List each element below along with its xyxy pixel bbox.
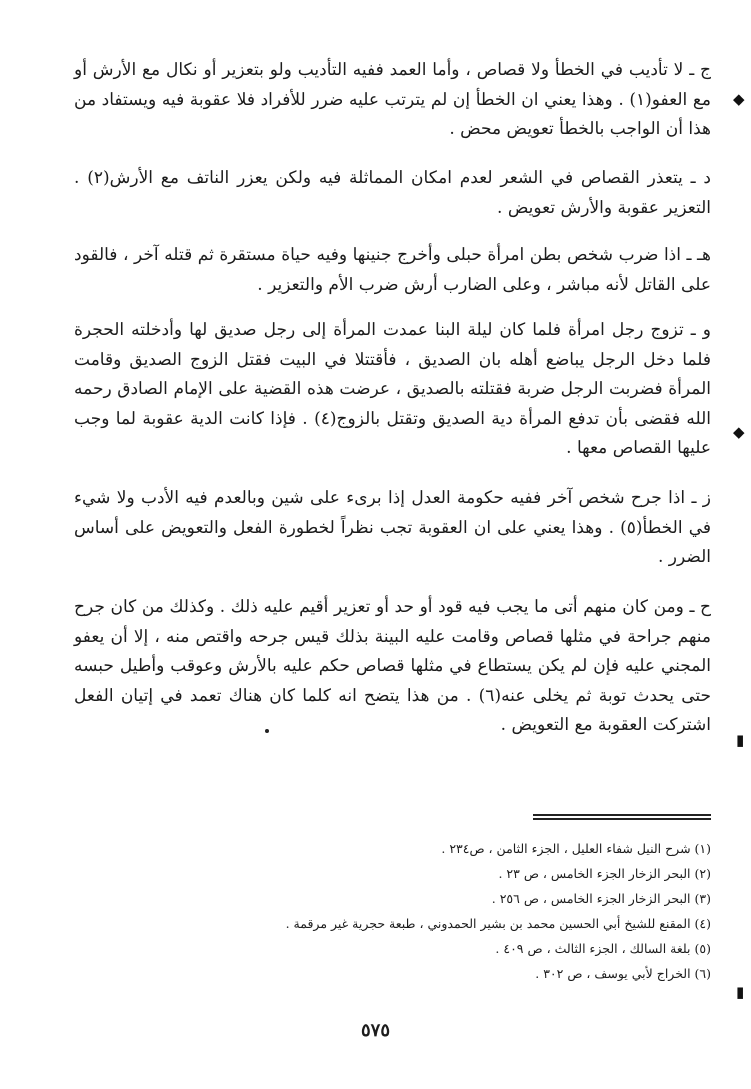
footnote-6: (٦) الخراج لأبي يوسف ، ص ٣٠٢ . — [535, 966, 711, 981]
footnote-rule-bottom — [533, 818, 711, 820]
paragraph-dal: د ـ يتعذر القصاص في الشعر لعدم امكان المماثلة فيه ولكن يعزر الناتف مع الأرش(٢) . التعزير عقوبة والأرش تعويض . — [74, 168, 711, 218]
footnote-1: (١) شرح النيل شفاء العليل ، الجزء الثامن ، ص٢٣٤ . — [441, 841, 711, 856]
scan-edge-mark: ▮ — [736, 983, 745, 1001]
footnote-5: (٥) بلغة السالك ، الجزء الثالث ، ص ٤٠٩ . — [495, 941, 711, 956]
footnote-4: (٤) المقنع للشيخ أبي الحسين محمد بن بشير الحمدوني ، طبعة حجرية غير مرقمة . — [285, 916, 711, 931]
paragraph-zay: ز ـ اذا جرح شخص آخر ففيه حكومة العدل إذا برىء على شين وبالعدم فيه الأدب ولا شيء في الخطأ(٥) . وهذا يعني على ان العقوبة تجب نظراً لخطورة الفعل والتعويض على أساس الضرر . — [74, 488, 711, 567]
footnote-rule-top — [533, 814, 711, 816]
footnote-3: (٣) البحر الزخار الجزء الخامس ، ص ٢٥٦ . — [491, 891, 711, 906]
page-number: ٥٧٥ — [360, 1020, 390, 1041]
paragraph-hha: ح ـ ومن كان منهم أتى ما يجب فيه قود أو حد أو تعزير أقيم عليه ذلك . وكذلك من كان جرح منهم جراحة في مثلها قصاص وقامت عليه البينة بذلك قيس جرحه واقتص منه ، إلا أن يعفو المجني عليه فإن لم يكن يستطاع في مثلها قصاص حكم عليه بالأرش وعوقب وأطيل حبسه حتى يحدث توبة ثم يخلى عنه(٦) . من هذا يتضح انه كلما كان هناك تعمد في إتيان الفعل اشتركت العقوبة مع التعويض . — [74, 597, 712, 735]
paragraph-jim: ج ـ لا تأديب في الخطأ ولا قصاص ، وأما العمد ففيه التأديب ولو بتعزير أو نكال مع الأرش أو مع العفو(١) . وهذا يعني ان الخطأ إن لم يترتب عليه ضرر للأفراد فلا عقوبة فيه ويستفاد من هذا أن الواجب بالخطأ تعويض محض . — [74, 60, 711, 139]
scan-edge-mark: ◆ — [733, 90, 745, 108]
scan-edge-mark: ▮ — [736, 731, 745, 749]
scan-edge-mark: ◆ — [733, 423, 745, 441]
footnote-2: (٢) البحر الزخار الجزء الخامس ، ص ٢٣ . — [498, 866, 711, 881]
paragraph-ha: هـ ـ اذا ضرب شخص بطن امرأة حبلى وأخرج جنينها وفيه حياة مستقرة ثم قتله آخر ، فالقود على القاتل لأنه مباشر ، وعلى الضارب أرش ضرب الأم والتعزير . — [74, 245, 711, 295]
scan-speck — [265, 729, 269, 733]
paragraph-waw: و ـ تزوج رجل امرأة فلما كان ليلة البنا عمدت المرأة إلى رجل صديق لها وأدخلته الحجرة فلما دخل الرجل يباضع أهله بان الصديق ، فأقتتلا في البيت فقتل الزوج الصديق وقامت المرأة فضربت الرجل ضربة فقتلته بالصديق ، عرضت هذه القضية على الإمام الصادق رحمه الله فقضى بأن تدفع المرأة دية الصديق وتقتل بالزوج(٤) . فإذا كانت الدية عقوبة لما وجب عليها القصاص معها . — [74, 320, 711, 458]
